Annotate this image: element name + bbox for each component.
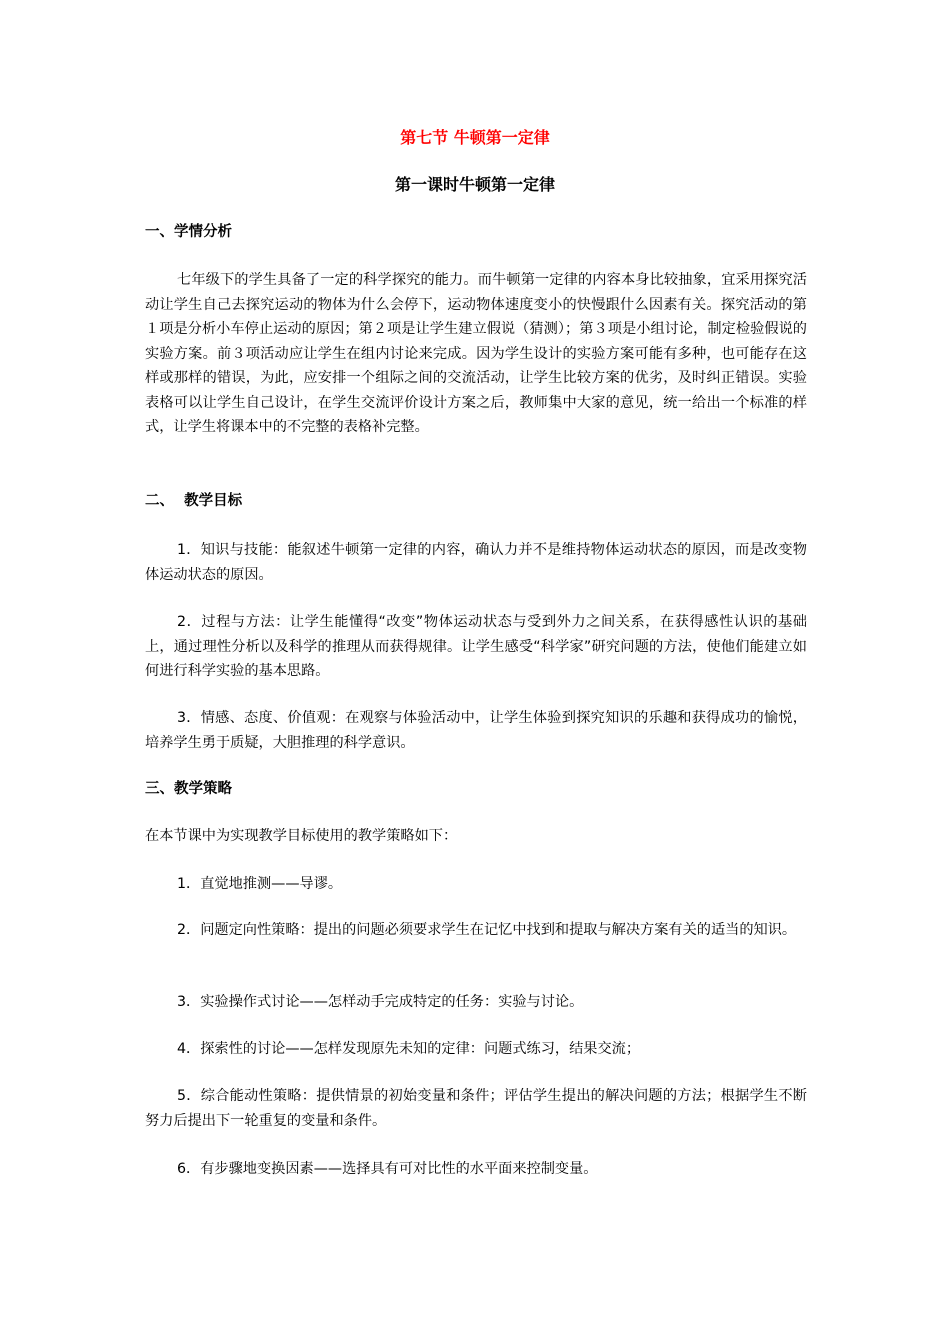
section-heading-teaching-goals: 二、 教学目标	[145, 493, 243, 509]
paragraph-strategy-1: 1．直觉地推测——导谬。	[177, 876, 343, 892]
paragraph-strategy-3: 3．实验操作式讨论——怎样动手完成特定的任务：实验与讨论。	[177, 994, 584, 1010]
paragraph-strategy-6: 6．有步骤地变换因素——选择具有可对比性的水平面来控制变量。	[177, 1161, 598, 1177]
document-subtitle: 第一课时牛顿第一定律	[394, 175, 555, 194]
paragraph-strategy-2: 2．问题定向性策略：提出的问题必须要求学生在记忆中找到和提取与解决方案有关的适当的知识。	[177, 922, 797, 938]
section-heading-teaching-strategy: 三、教学策略	[145, 781, 232, 797]
paragraph-learner-analysis: 七年级下的学生具备了一定的科学探究的能力。而牛顿第一定律的内容本身比较抽象，宜采用探究活动让学生自己去探究运动的物体为什么会停下，运动物体速度变小的快慢跟什么因素有关。探究活动的第１项是分析小车停止运动的原因；第２项是让学生建立假说（猜测）；第３项是小组讨论，制定检验假说的实验方案。前３项活动应让学生在组内讨论来完成。因为学生设计的实验方案可能有多种，也可能存在这样或那样的错误，为此，应安排一个组际之间的交流活动，让学生比较方案的优劣，及时纠正错误。实验表格可以让学生自己设计，在学生交流评价设计方案之后，教师集中大家的意见，统一给出一个标准的样式，让学生将课本中的不完整的表格补完整。	[145, 272, 807, 435]
paragraph-strategy-5: 5．综合能动性策略：提供情景的初始变量和条件；评估学生提出的解决问题的方法；根据学生不断努力后提出下一轮重复的变量和条件。	[145, 1088, 807, 1129]
paragraph-strategy-intro: 在本节课中为实现教学目标使用的教学策略如下：	[145, 828, 458, 844]
section-heading-learner-analysis: 一、学情分析	[145, 224, 232, 240]
paragraph-goal-knowledge: 1．知识与技能：能叙述牛顿第一定律的内容，确认力并不是维持物体运动状态的原因，而是改变物体运动状态的原因。	[145, 542, 807, 583]
paragraph-goal-attitude: 3．情感、态度、价值观：在观察与体验活动中，让学生体验到探究知识的乐趣和获得成功的愉悦，培养学生勇于质疑，大胆推理的科学意识。	[145, 710, 807, 751]
paragraph-goal-process: 2．过程与方法：让学生能懂得“改变”物体运动状态与受到外力之间关系，在获得感性认识的基础上，通过理性分析以及科学的推理从而获得规律。让学生感受“科学家”研究问题的方法，使他们能建立如何进行科学实验的基本思路。	[145, 614, 807, 679]
document-title: 第七节 牛顿第一定律	[400, 128, 550, 147]
paragraph-strategy-4: 4．探索性的讨论——怎样发现原先未知的定律：问题式练习，结果交流；	[177, 1041, 641, 1057]
